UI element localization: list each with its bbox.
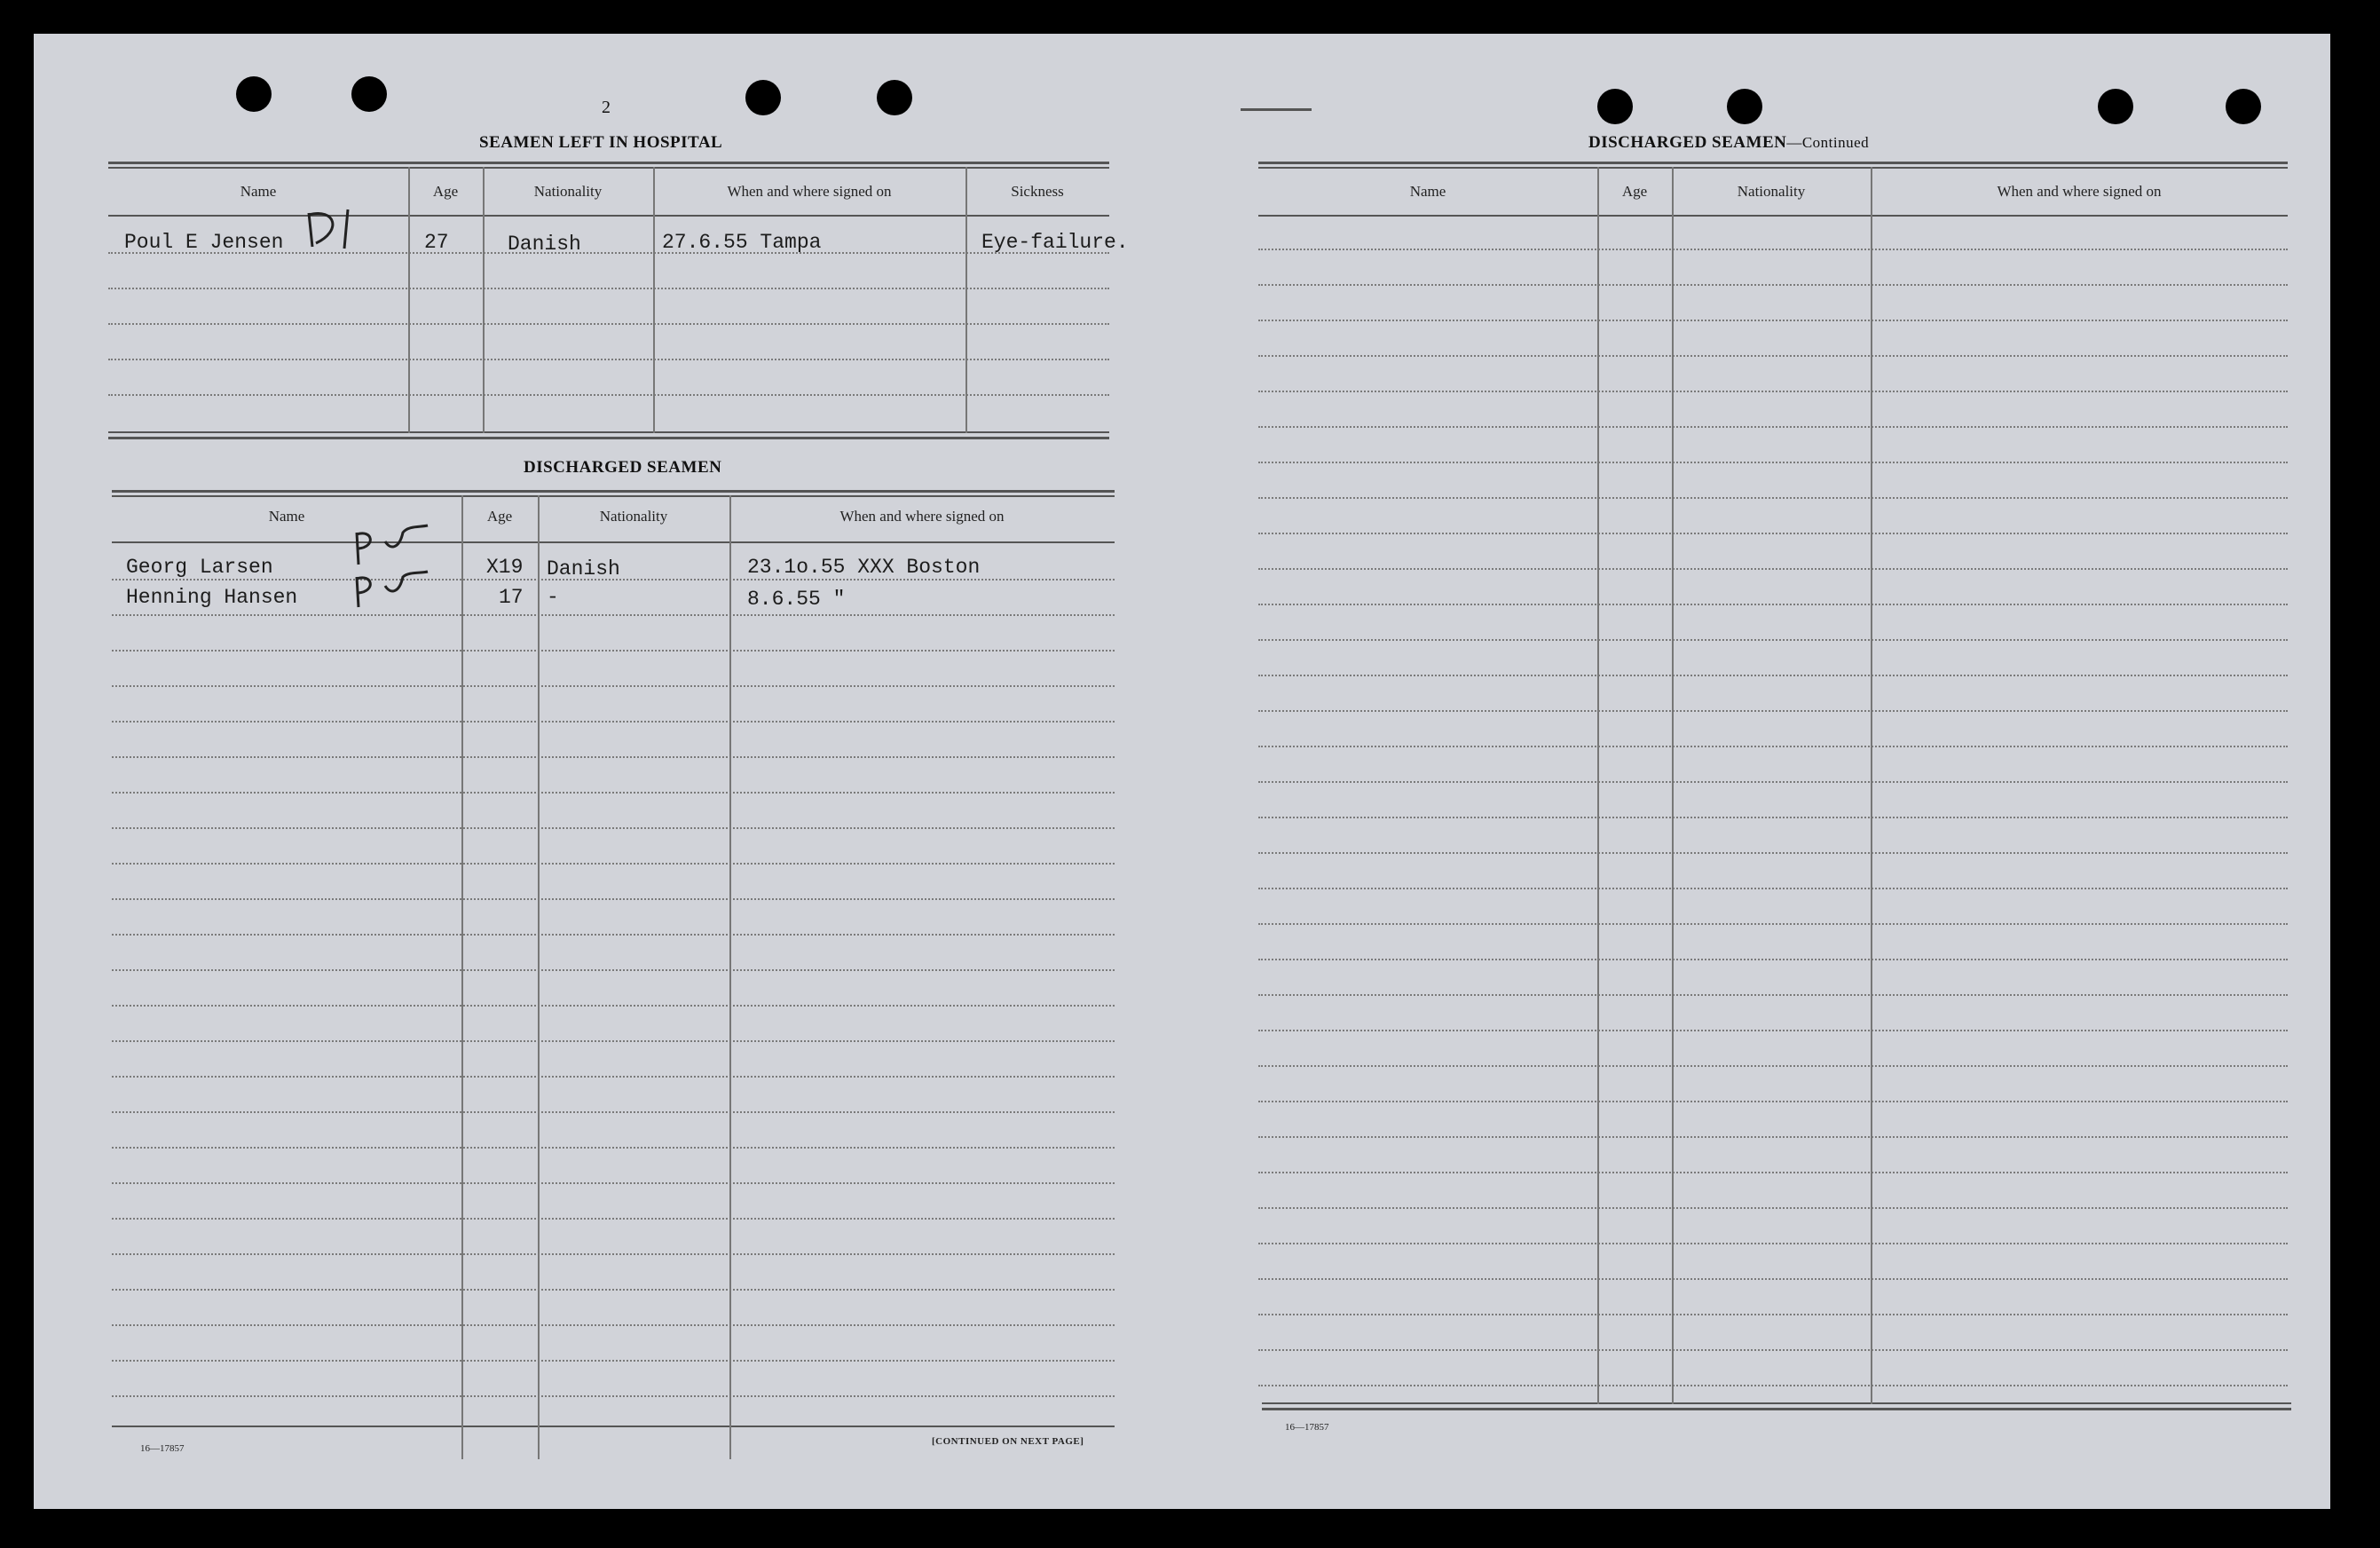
punch-hole	[2226, 89, 2261, 124]
right-section-title-text: DISCHARGED SEAMEN	[1588, 133, 1787, 152]
hospital-header-nationality: Nationality	[533, 183, 603, 200]
continued-header-age: Age	[1621, 183, 1648, 200]
handwritten-mark-icon	[350, 570, 435, 611]
continued-note: [CONTINUED ON NEXT PAGE]	[932, 1436, 1084, 1447]
discharged-row-signed-on: 23.1o.55 XXX Boston	[747, 556, 981, 579]
discharged-header-name: Name	[268, 508, 305, 525]
hospital-header-age: Age	[432, 183, 459, 200]
discharged-row-nationality: -	[547, 586, 559, 609]
continued-header-name: Name	[1409, 183, 1446, 200]
discharged-row-age: 17	[499, 586, 524, 609]
discharged-section-title: DISCHARGED SEAMEN	[524, 458, 722, 477]
hospital-row-name: Poul E Jensen	[124, 231, 284, 254]
hospital-header-sickness: Sickness	[1011, 183, 1064, 200]
discharged-row-nationality: Danish	[547, 557, 620, 580]
punch-hole	[351, 76, 387, 112]
discharged-row-age: X19	[486, 556, 524, 579]
page-number: 2	[602, 98, 611, 117]
punch-hole	[745, 80, 781, 115]
hospital-header-signed-on: When and where signed on	[727, 183, 892, 200]
right-section-title	[1588, 133, 1869, 153]
hospital-row-signed-on: 27.6.55 Tampa	[662, 231, 822, 254]
hospital-section-title: SEAMEN LEFT IN HOSPITAL	[479, 133, 723, 152]
discharged-row-name: Henning Hansen	[126, 586, 298, 609]
punch-hole	[877, 80, 912, 115]
continued-header-signed-on: When and where signed on	[1997, 183, 2162, 200]
punch-hole	[2098, 89, 2133, 124]
hospital-row-nationality: Danish	[508, 233, 581, 256]
punch-hole	[1727, 89, 1762, 124]
hospital-header-name: Name	[240, 183, 277, 200]
form-number-right: 16—17857	[1285, 1422, 1329, 1433]
handwritten-mark-icon	[300, 202, 371, 256]
form-number-left: 16—17857	[140, 1443, 185, 1454]
hospital-row-sickness: Eye-failure.	[981, 231, 1129, 254]
handwritten-mark-icon	[350, 524, 435, 568]
discharged-row-name: Georg Larsen	[126, 556, 273, 579]
discharged-header-nationality: Nationality	[599, 508, 668, 525]
punch-hole	[1597, 89, 1633, 124]
right-section-title-suffix: —Continued	[1786, 134, 1870, 151]
hospital-row-age: 27	[424, 231, 449, 254]
discharged-row-signed-on: 8.6.55 "	[747, 588, 846, 611]
discharged-header-signed-on: When and where signed on	[839, 508, 1005, 525]
punch-hole	[236, 76, 272, 112]
continued-header-nationality: Nationality	[1737, 183, 1806, 200]
decorative-rule	[1241, 108, 1312, 111]
discharged-header-age: Age	[486, 508, 513, 525]
manifest-sheet	[34, 34, 2330, 1509]
